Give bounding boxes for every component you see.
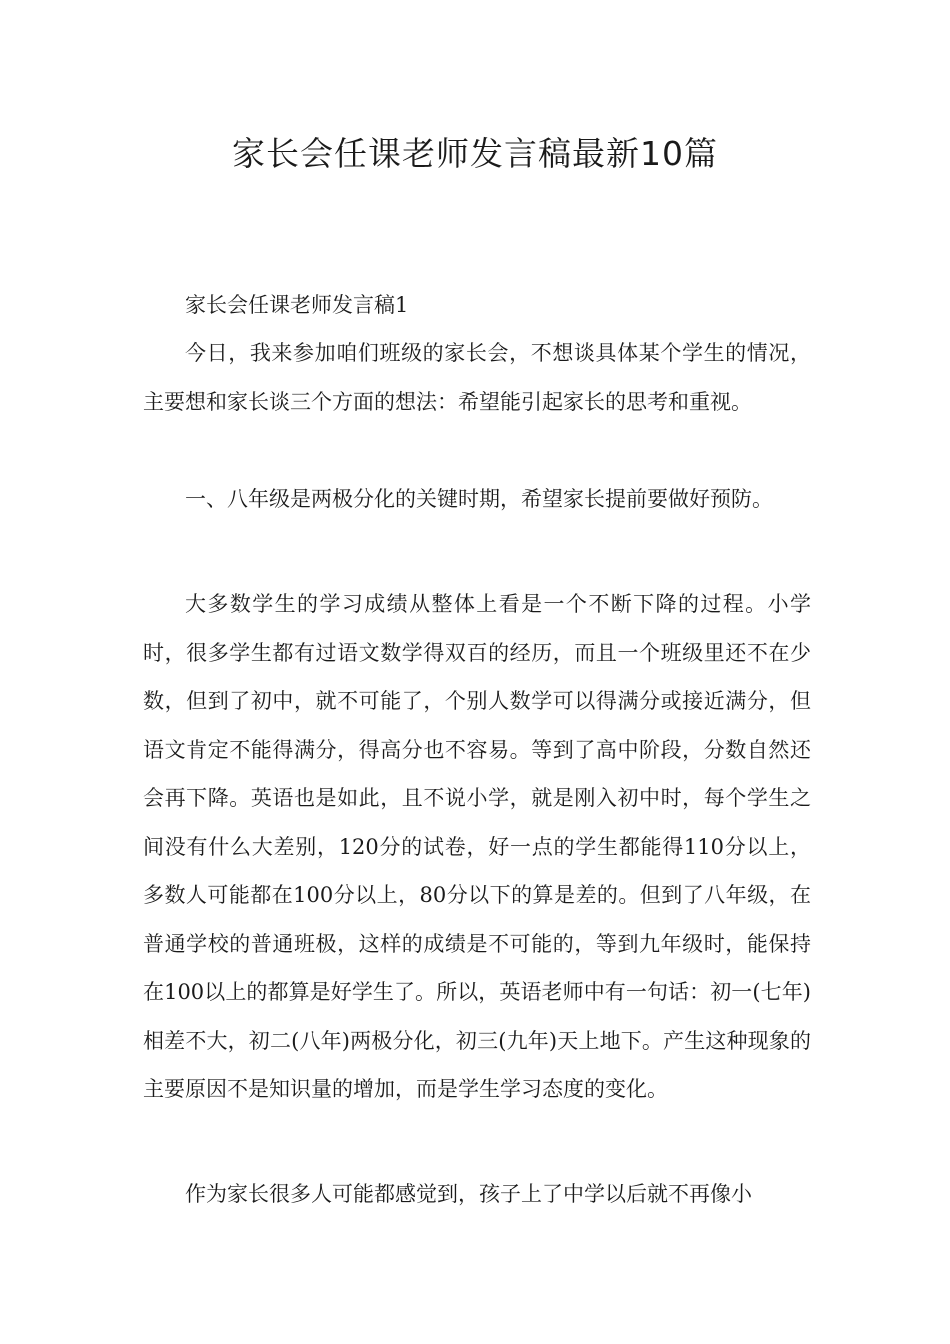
document-title: 家长会任课老师发言稿最新10篇 xyxy=(232,134,718,173)
paragraph-text: 大多数学生的学习成绩从整体上看是一个不断下降的过程。小学时，很多学生都有过语文数学得双百的经历，而且一个班级里还不在少数，但到了初中，就不可能了，个别人数学可以得满分或接近满分，但语文肯定不能得满分，得高分也不容易。等到了高中阶段，分数自然还会再下降。英语也是如此，且不说小学，就是刚入初中时，每个学生之间没有什么大差别，120分的试卷，好一点的学生都能得110分以上，多数人可能都在100分以上，80分以下的算是差的。但到了八年级，在普通学校的普通班极，这样的成绩是不可能的，等到九年级时，能保持在100以上的都算是好学生了。所以，英语老师中有一句话：初一(七年)相差不大，初二(八年)两极分化，初三(九年)天上地下。产生这种现象的主要原因不是知识量的增加，而是学生学习态度的变化。 xyxy=(143,592,811,1101)
paragraph-text: 今日，我来参加咱们班级的家长会，不想谈具体某个学生的情况，主要想和家长谈三个方面的想法：希望能引起家长的思考和重视。 xyxy=(143,341,811,414)
paragraph-parents xyxy=(143,1170,811,1219)
paragraph-intro xyxy=(143,329,811,426)
paragraph-grades-decline xyxy=(143,580,811,1114)
section-heading xyxy=(143,281,811,330)
paragraph-point-one xyxy=(143,475,811,524)
section-heading-text: 家长会任课老师发言稿1 xyxy=(185,293,409,317)
paragraph-text: 一、八年级是两极分化的关键时期，希望家长提前要做好预防。 xyxy=(185,487,773,511)
paragraph-text: 作为家长很多人可能都感觉到，孩子上了中学以后就不再像小 xyxy=(185,1182,752,1206)
